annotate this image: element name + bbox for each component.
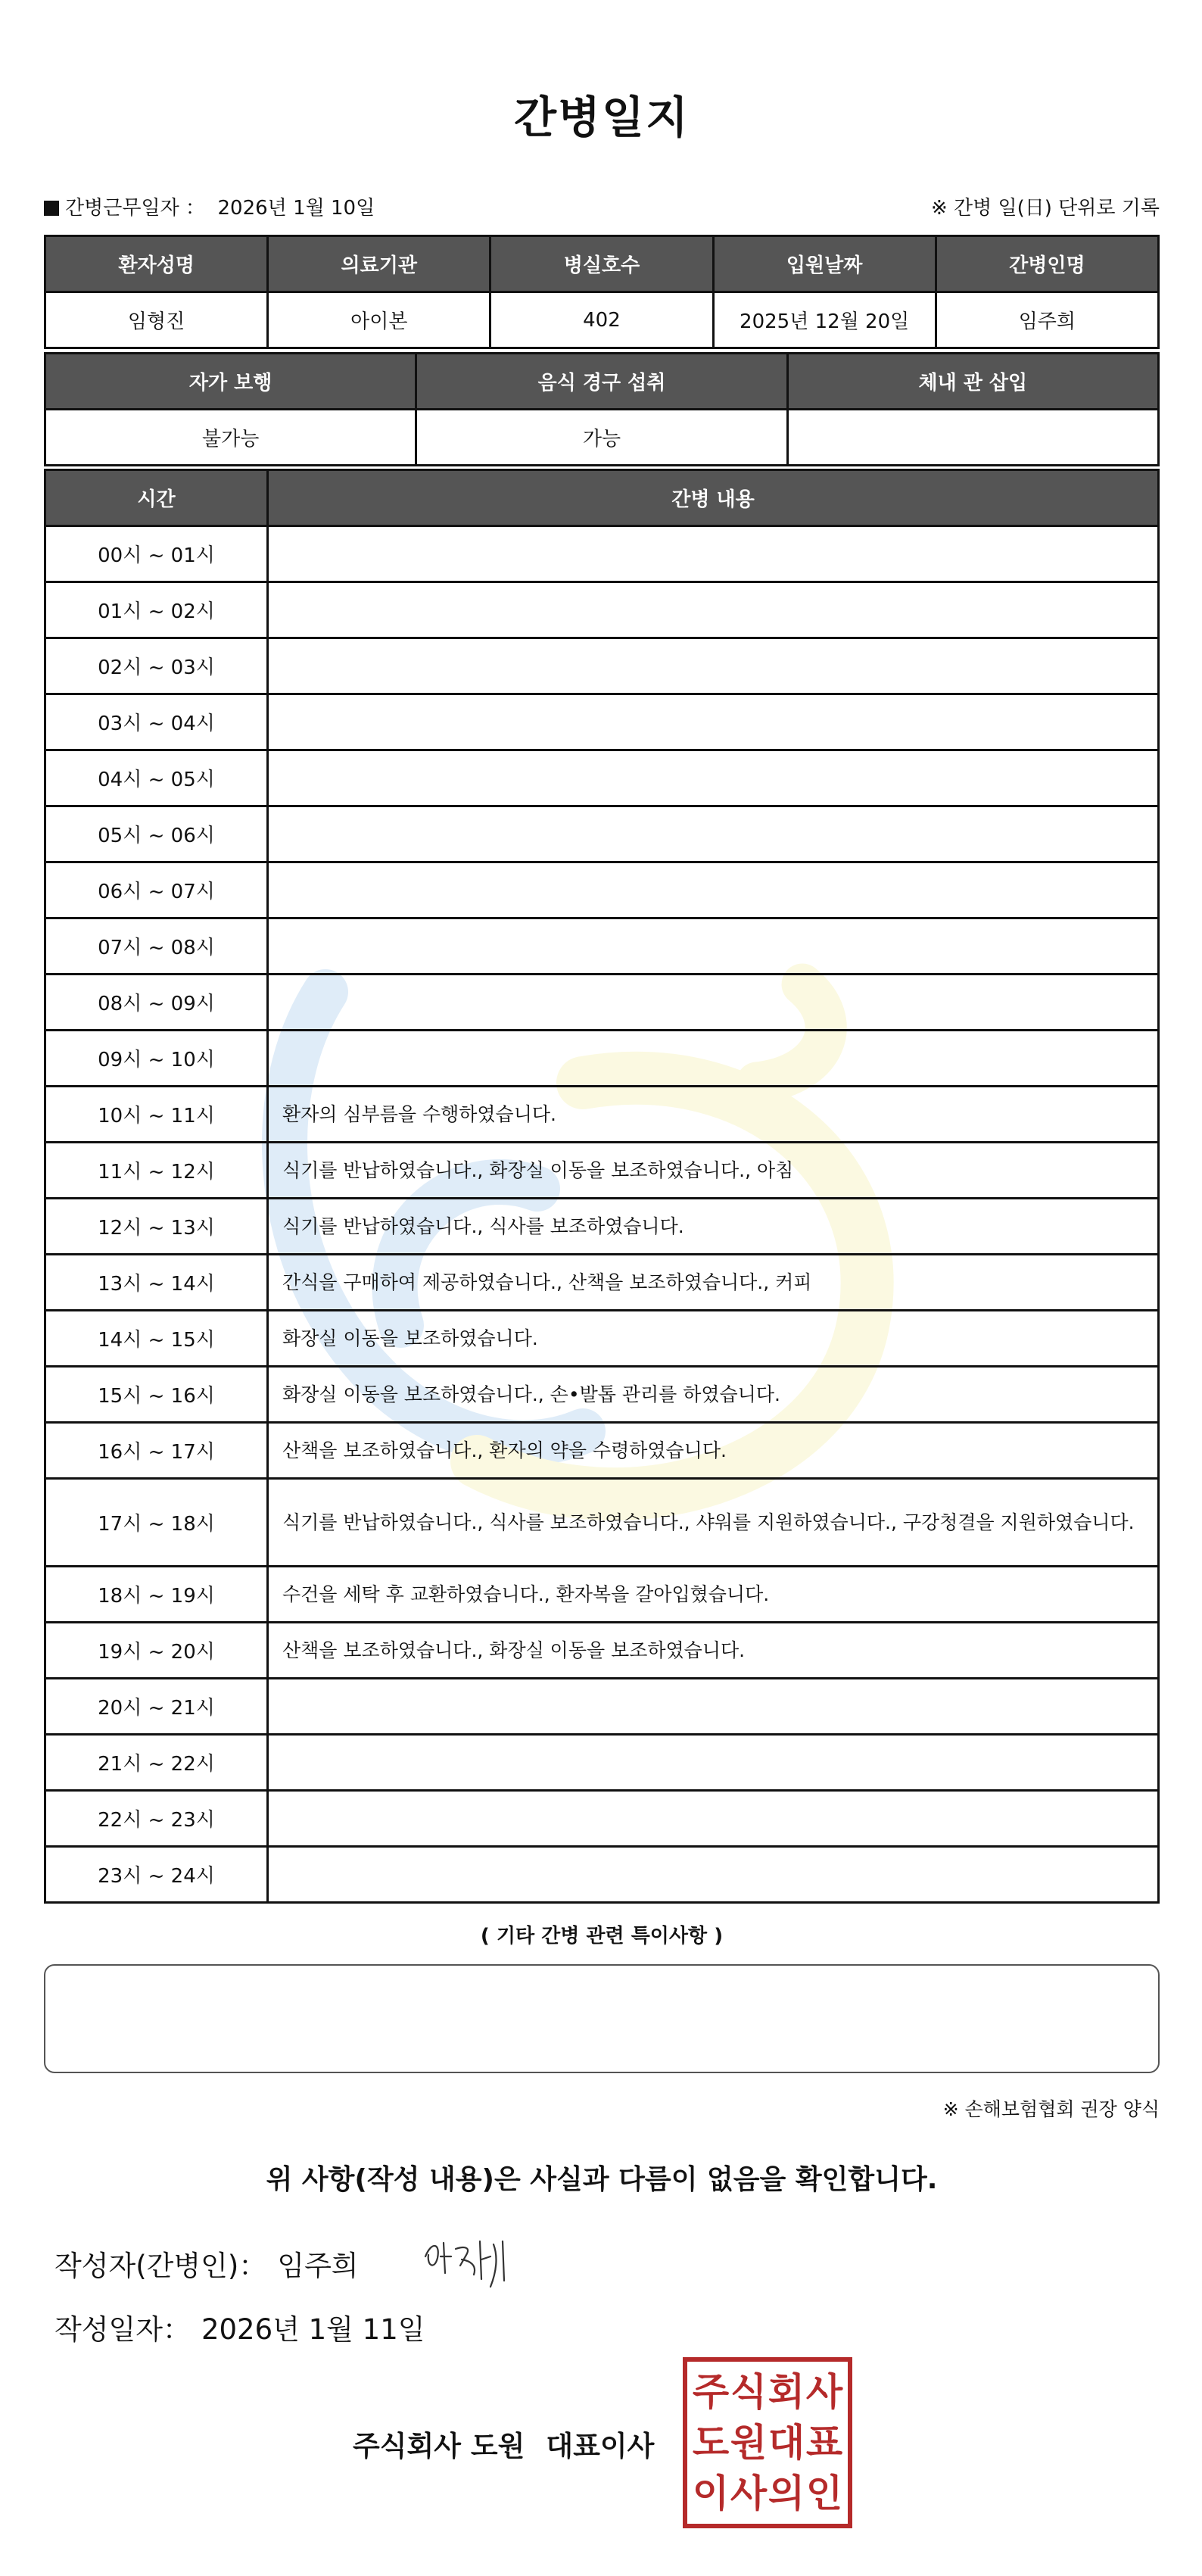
company-seal-stamp (683, 2357, 852, 2528)
special-notes-box (44, 1964, 1160, 2073)
care-log-time: 04시 ~ 05시 (45, 750, 268, 806)
care-log-body (45, 526, 1159, 1903)
care-log-content (268, 862, 1159, 918)
care-log-time: 12시 ~ 13시 (45, 1199, 268, 1255)
care-log-content: 간식을 구매하여 제공하였습니다., 산책을 보조하였습니다., 커피 (268, 1255, 1159, 1311)
care-log-row (45, 1143, 1159, 1199)
care-log-content (268, 526, 1159, 582)
care-log-content (268, 1679, 1159, 1735)
work-date (44, 192, 375, 220)
care-log-content: 식기를 반납하였습니다., 식사를 보조하였습니다. (268, 1199, 1159, 1255)
care-log-time: 11시 ~ 12시 (45, 1143, 268, 1199)
company-signature-line (353, 2423, 654, 2464)
care-log-content (268, 806, 1159, 862)
care-log-content: 산책을 보조하였습니다., 화장실 이동을 보조하였습니다. (268, 1623, 1159, 1679)
care-log-row (45, 1367, 1159, 1423)
care-log-row (45, 1735, 1159, 1791)
care-log-row (45, 1311, 1159, 1367)
care-log-content: 식기를 반납하였습니다., 식사를 보조하였습니다., 샤워를 지원하였습니다., 구강청결을 지원하였습니다. (268, 1479, 1159, 1567)
care-log-row (45, 1679, 1159, 1735)
seal-char: 표 (805, 2420, 843, 2465)
seal-char: 회 (768, 2369, 805, 2414)
patient-name: 임형진 (45, 292, 268, 348)
header-tube-insertion: 체내 관 삽입 (787, 354, 1158, 410)
care-log-time: 21시 ~ 22시 (45, 1735, 268, 1791)
care-log-content (268, 1031, 1159, 1087)
square-bullet-icon (44, 201, 59, 216)
care-log-row (45, 694, 1159, 750)
care-log-time: 16시 ~ 17시 (45, 1423, 268, 1479)
care-log-row (45, 806, 1159, 862)
seal-char: 이 (692, 2472, 730, 2516)
tube-insertion (787, 410, 1158, 466)
written-date-label: 작성일자： (54, 2313, 191, 2346)
care-log-time: 00시 ~ 01시 (45, 526, 268, 582)
care-log-time: 18시 ~ 19시 (45, 1567, 268, 1623)
care-log-content (268, 750, 1159, 806)
care-log-row (45, 1567, 1159, 1623)
care-log-row (45, 975, 1159, 1031)
header-hospital: 의료기관 (268, 236, 490, 292)
care-log-row (45, 1791, 1159, 1847)
care-log-content (268, 1791, 1159, 1847)
seal-char: 사 (805, 2369, 843, 2414)
care-log-time: 02시 ~ 03시 (45, 638, 268, 694)
care-log-time: 23시 ~ 24시 (45, 1847, 268, 1903)
care-log-content: 식기를 반납하였습니다., 화장실 이동을 보조하였습니다., 아침 (268, 1143, 1159, 1199)
care-log-content (268, 975, 1159, 1031)
care-log-time: 07시 ~ 08시 (45, 918, 268, 975)
care-log-time: 05시 ~ 06시 (45, 806, 268, 862)
care-log-row (45, 1847, 1159, 1903)
seal-char: 인 (805, 2472, 843, 2516)
header-patient-name: 환자성명 (45, 236, 268, 292)
hospital: 아이본 (268, 292, 490, 348)
written-date-line (54, 2306, 425, 2347)
care-log-content: 산책을 보조하였습니다., 환자의 약을 수령하였습니다. (268, 1423, 1159, 1479)
company-name: 주식회사 도원 (353, 2430, 525, 2462)
care-log-time: 15시 ~ 16시 (45, 1367, 268, 1423)
patient-info-value-row (45, 292, 1159, 348)
care-log-time: 17시 ~ 18시 (45, 1479, 268, 1567)
work-date-label: 간병근무일자 (65, 197, 179, 220)
work-date-separator: ： (185, 197, 205, 220)
care-log-content: 환자의 심부름을 수행하였습니다. (268, 1087, 1159, 1143)
self-walking: 불가능 (45, 410, 416, 466)
care-log-content: 화장실 이동을 보조하였습니다., 손•발톱 관리를 하였습니다. (268, 1367, 1159, 1423)
care-log-content (268, 918, 1159, 975)
care-log-content (268, 638, 1159, 694)
written-date-value: 2026년 1월 11일 (201, 2313, 425, 2346)
seal-char: 주 (692, 2369, 730, 2414)
care-log-row (45, 1087, 1159, 1143)
header-care-content: 간병 내용 (268, 470, 1159, 526)
care-log-content (268, 694, 1159, 750)
header-self-walking: 자가 보행 (45, 354, 416, 410)
special-notes-title: ( 기타 간병 관련 특이사항 ) (480, 1925, 724, 1948)
care-log-content (268, 582, 1159, 638)
writer-label: 작성자(간병인)： (54, 2250, 267, 2282)
seal-characters (692, 2366, 843, 2519)
room-number: 402 (490, 292, 713, 348)
patient-info-header-row (45, 236, 1159, 292)
record-note: ※ 간병 일(日) 단위로 기록 (930, 197, 1160, 220)
care-log-time: 08시 ~ 09시 (45, 975, 268, 1031)
care-log-time: 19시 ~ 20시 (45, 1623, 268, 1679)
care-log-row (45, 1479, 1159, 1567)
care-log-row (45, 1031, 1159, 1087)
status-value-row (45, 410, 1159, 466)
care-log-header-row (45, 470, 1159, 526)
care-log-content (268, 1735, 1159, 1791)
recommend-note: ※ 손해보험협회 권장 양식 (942, 2098, 1160, 2120)
writer-name: 임주희 (277, 2250, 359, 2282)
care-log-row (45, 1255, 1159, 1311)
seal-char: 의 (768, 2472, 805, 2516)
admission-date: 2025년 12월 20일 (713, 292, 936, 348)
care-log-row (45, 638, 1159, 694)
writer-line (54, 2243, 359, 2284)
patient-status-table (44, 352, 1160, 466)
care-log-time: 13시 ~ 14시 (45, 1255, 268, 1311)
care-log-content: 수건을 세탁 후 교환하였습니다., 환자복을 갈아입혔습니다. (268, 1567, 1159, 1623)
care-log-row (45, 918, 1159, 975)
seal-char: 사 (730, 2472, 768, 2516)
care-log-row (45, 1623, 1159, 1679)
care-log-time: 10시 ~ 11시 (45, 1087, 268, 1143)
header-time: 시간 (45, 470, 268, 526)
work-date-value: 2026년 1월 10일 (217, 197, 375, 220)
page-title: 간병일지 (513, 92, 690, 143)
care-log-row (45, 526, 1159, 582)
patient-info-table (44, 235, 1160, 349)
seal-char: 원 (730, 2420, 768, 2465)
care-log-table (44, 469, 1160, 1904)
seal-char: 도 (692, 2420, 730, 2465)
header-admission-date: 입원날짜 (713, 236, 936, 292)
confirmation-statement: 위 사항(작성 내용)은 사실과 다름이 없음을 확인합니다. (266, 2164, 938, 2195)
header-room-number: 병실호수 (490, 236, 713, 292)
care-log-content: 화장실 이동을 보조하였습니다. (268, 1311, 1159, 1367)
care-log-time: 22시 ~ 23시 (45, 1791, 268, 1847)
company-representative: 대표이사 (546, 2430, 655, 2462)
care-log-content (268, 1847, 1159, 1903)
seal-char: 식 (730, 2369, 768, 2414)
care-log-row (45, 1423, 1159, 1479)
status-header-row (45, 354, 1159, 410)
handwritten-signature (418, 2226, 524, 2294)
meta-row (44, 189, 1160, 221)
header-oral-intake: 음식 경구 섭취 (416, 354, 787, 410)
oral-intake: 가능 (416, 410, 787, 466)
care-log-row (45, 1199, 1159, 1255)
header-caregiver-name: 간병인명 (936, 236, 1158, 292)
care-log-row (45, 582, 1159, 638)
care-log-time: 20시 ~ 21시 (45, 1679, 268, 1735)
care-log-time: 09시 ~ 10시 (45, 1031, 268, 1087)
seal-char: 대 (768, 2420, 805, 2465)
caregiver-name: 임주희 (936, 292, 1158, 348)
care-log-row (45, 750, 1159, 806)
care-log-time: 03시 ~ 04시 (45, 694, 268, 750)
care-log-time: 01시 ~ 02시 (45, 582, 268, 638)
care-log-time: 06시 ~ 07시 (45, 862, 268, 918)
care-log-time: 14시 ~ 15시 (45, 1311, 268, 1367)
care-log-row (45, 862, 1159, 918)
